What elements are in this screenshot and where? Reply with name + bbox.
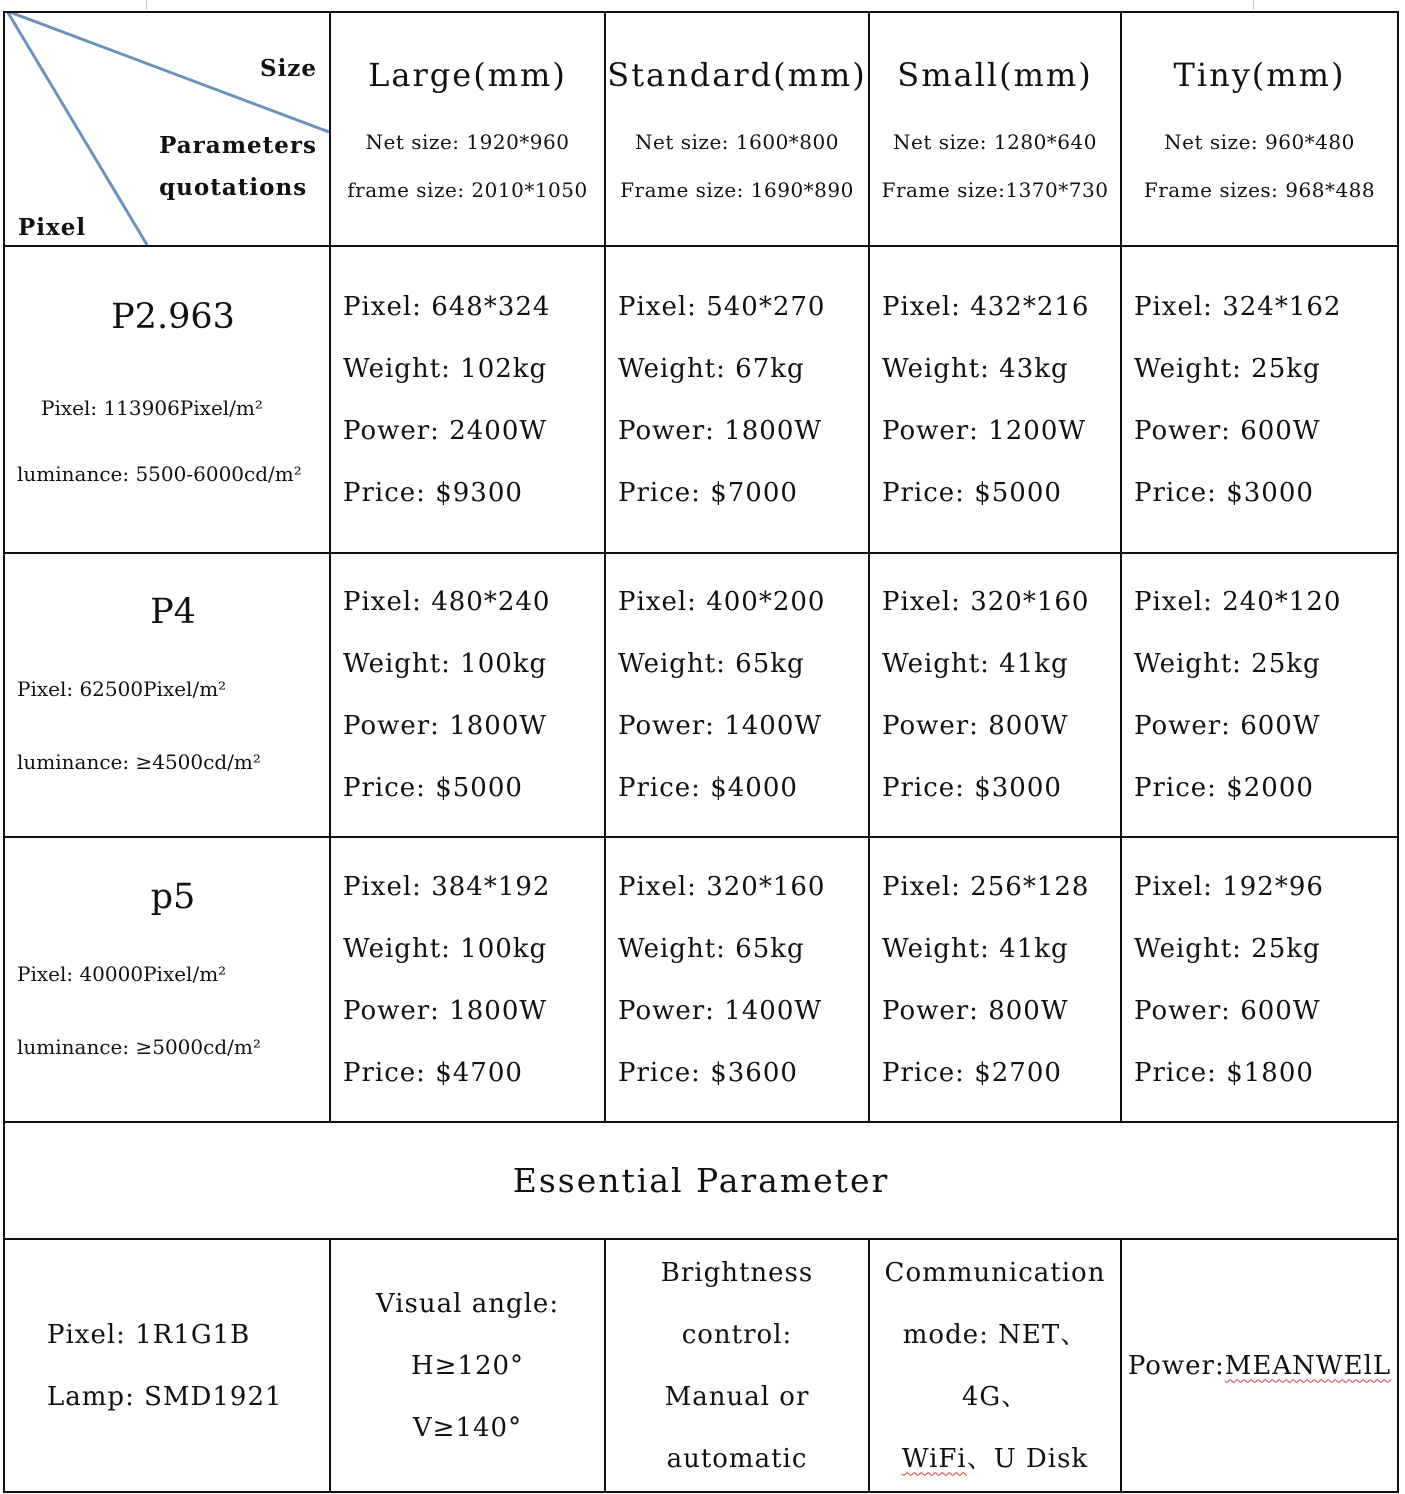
spec-cell [330, 837, 605, 1122]
size-title: Large(mm) [368, 56, 567, 94]
corner-params-line2: quotations [159, 174, 308, 201]
spec-price: Price: $4700 [343, 1057, 523, 1088]
frame-size: Frame sizes: 968*488 [1143, 178, 1376, 202]
net-size: Net size: 960*480 [1164, 130, 1355, 154]
size-header-small [869, 12, 1121, 246]
spec-power: Power: 600W [1134, 711, 1321, 741]
corner-header-cell [4, 12, 330, 246]
size-title: Tiny(mm) [1173, 56, 1346, 94]
spec-power: Power: 1800W [618, 415, 823, 446]
net-size: Net size: 1600*800 [635, 130, 839, 154]
net-size: Net size: 1280*640 [893, 130, 1097, 154]
spec-cell [1121, 246, 1398, 553]
led-spec-table [3, 11, 1399, 1493]
spec-weight: Weight: 25kg [1134, 933, 1321, 964]
luminance: luminance: ≥4500cd/m² [17, 750, 261, 774]
pitch-cell-p5 [4, 837, 330, 1122]
spec-cell [1121, 553, 1398, 837]
power-label: Power: [1127, 1350, 1225, 1381]
brightness-line3: Manual or [664, 1381, 810, 1412]
spec-weight: Weight: 25kg [1134, 353, 1321, 384]
luminance: luminance: ≥5000cd/m² [17, 1034, 261, 1059]
spec-power: Power: 1400W [618, 711, 823, 741]
essential-title-row [4, 1122, 1398, 1239]
pitch-cell-p4 [4, 553, 330, 837]
comm-line1: Communication [884, 1257, 1106, 1288]
comm-wifi: WiFi [901, 1443, 967, 1474]
spec-power: Power: 1800W [343, 995, 548, 1026]
brightness-line4: automatic [666, 1443, 808, 1474]
frame-size: Frame size:1370*730 [881, 178, 1109, 202]
spec-power: Power: 600W [1134, 415, 1321, 446]
spec-price: Price: $5000 [343, 773, 523, 803]
spec-pixel: Pixel: 324*162 [1134, 291, 1342, 322]
spec-weight: Weight: 65kg [618, 649, 805, 679]
corner-pixel-label: Pixel [18, 214, 87, 241]
spec-weight: Weight: 43kg [882, 353, 1069, 384]
pitch-title: P2.963 [111, 296, 235, 337]
comm-rest: 、U Disk [966, 1443, 1089, 1474]
spec-weight: Weight: 25kg [1134, 649, 1321, 679]
comm-line2: mode: NET、4G、 [902, 1319, 1088, 1412]
spec-pixel: Pixel: 540*270 [618, 291, 826, 322]
essential-power-cell [1121, 1239, 1398, 1492]
spec-cell [605, 837, 869, 1122]
spec-pixel: Pixel: 432*216 [882, 291, 1090, 322]
spec-pixel: Pixel: 320*160 [618, 871, 826, 902]
spec-pixel: Pixel: 400*200 [618, 587, 826, 617]
spec-power: Power: 800W [882, 995, 1069, 1026]
spec-price: Price: $4000 [618, 773, 798, 803]
spec-price: Price: $9300 [343, 477, 523, 508]
spec-price: Price: $3000 [882, 773, 1062, 803]
luminance: luminance: 5500-6000cd/m² [17, 461, 302, 486]
header-row [4, 12, 1398, 246]
corner-params-label [159, 125, 317, 209]
margin-guide-right [1253, 0, 1254, 10]
spec-price: Price: $2700 [882, 1057, 1062, 1088]
spec-weight: Weight: 102kg [343, 353, 548, 384]
table-row [4, 837, 1398, 1122]
essential-pixel-lamp-cell [4, 1239, 330, 1492]
size-header-standard [605, 12, 869, 246]
spec-power: Power: 1200W [882, 415, 1087, 446]
pixel-density: Pixel: 40000Pixel/m² [17, 961, 227, 986]
spec-price: Price: $2000 [1134, 773, 1314, 803]
essential-visual-angle-cell [330, 1239, 605, 1492]
net-size: Net size: 1920*960 [365, 130, 570, 154]
spec-cell [869, 553, 1121, 837]
comm-line3 [870, 1428, 1120, 1490]
corner-size-label: Size [259, 55, 317, 82]
spec-pixel: Pixel: 320*160 [882, 587, 1090, 617]
corner-params-line1: Parameters [159, 132, 317, 159]
essential-brightness-cell [605, 1239, 869, 1492]
spec-price: Price: $3600 [618, 1057, 798, 1088]
spec-price: Price: $1800 [1134, 1057, 1314, 1088]
spec-pixel: Pixel: 480*240 [343, 587, 551, 617]
table-row [4, 553, 1398, 837]
margin-guide-left [146, 0, 147, 10]
spec-pixel: Pixel: 192*96 [1134, 871, 1324, 902]
spec-cell [330, 246, 605, 553]
spec-power: Power: 1400W [618, 995, 823, 1026]
size-title: Standard(mm) [607, 56, 867, 94]
spec-cell [330, 553, 605, 837]
spec-cell [605, 246, 869, 553]
spec-cell [605, 553, 869, 837]
essential-communication-cell [869, 1239, 1121, 1492]
pitch-cell-p2963 [4, 246, 330, 553]
frame-size: Frame size: 1690*890 [620, 178, 854, 202]
spec-pixel: Pixel: 384*192 [343, 871, 551, 902]
pixel-density: Pixel: 62500Pixel/m² [17, 677, 227, 701]
power-brand: MEANWElL [1224, 1350, 1392, 1381]
spec-weight: Weight: 100kg [343, 649, 548, 679]
spec-weight: Weight: 67kg [618, 353, 805, 384]
spec-cell [869, 246, 1121, 553]
spec-weight: Weight: 41kg [882, 933, 1069, 964]
brightness-line2: control: [681, 1319, 793, 1350]
spec-pixel: Pixel: 240*120 [1134, 587, 1342, 617]
spec-power: Power: 800W [882, 711, 1069, 741]
spec-weight: Weight: 41kg [882, 649, 1069, 679]
brightness-line1: Brightness [660, 1257, 814, 1288]
spec-power: Power: 1800W [343, 711, 548, 741]
essential-pixel: Pixel: 1R1G1B [47, 1319, 251, 1350]
size-header-tiny [1121, 12, 1398, 246]
spec-price: Price: $7000 [618, 477, 798, 508]
spec-price: Price: $3000 [1134, 477, 1314, 508]
diagonal-line-lower [7, 13, 147, 245]
spec-pixel: Pixel: 256*128 [882, 871, 1090, 902]
visual-angle-label: Visual angle: [375, 1288, 560, 1319]
spec-cell [869, 837, 1121, 1122]
spec-pixel: Pixel: 648*324 [343, 291, 551, 322]
frame-size: frame size: 2010*1050 [347, 178, 588, 202]
spec-price: Price: $5000 [882, 477, 1062, 508]
pixel-density: Pixel: 113906Pixel/m² [41, 395, 263, 420]
spec-power: Power: 600W [1134, 995, 1321, 1026]
spec-power: Power: 2400W [343, 415, 548, 446]
visual-angle-h: H≥120° [410, 1350, 525, 1381]
table-row [4, 246, 1398, 553]
essential-title-cell [4, 1122, 1398, 1239]
spec-weight: Weight: 65kg [618, 933, 805, 964]
visual-angle-v: V≥140° [412, 1412, 523, 1443]
size-header-large [330, 12, 605, 246]
spec-cell [1121, 837, 1398, 1122]
pitch-title: p5 [150, 876, 196, 917]
size-title: Small(mm) [897, 56, 1093, 94]
pitch-title: P4 [150, 592, 196, 632]
essential-params-row [4, 1239, 1398, 1492]
essential-title: Essential Parameter [512, 1161, 890, 1200]
essential-lamp: Lamp: SMD1921 [47, 1381, 283, 1412]
spec-weight: Weight: 100kg [343, 933, 548, 964]
